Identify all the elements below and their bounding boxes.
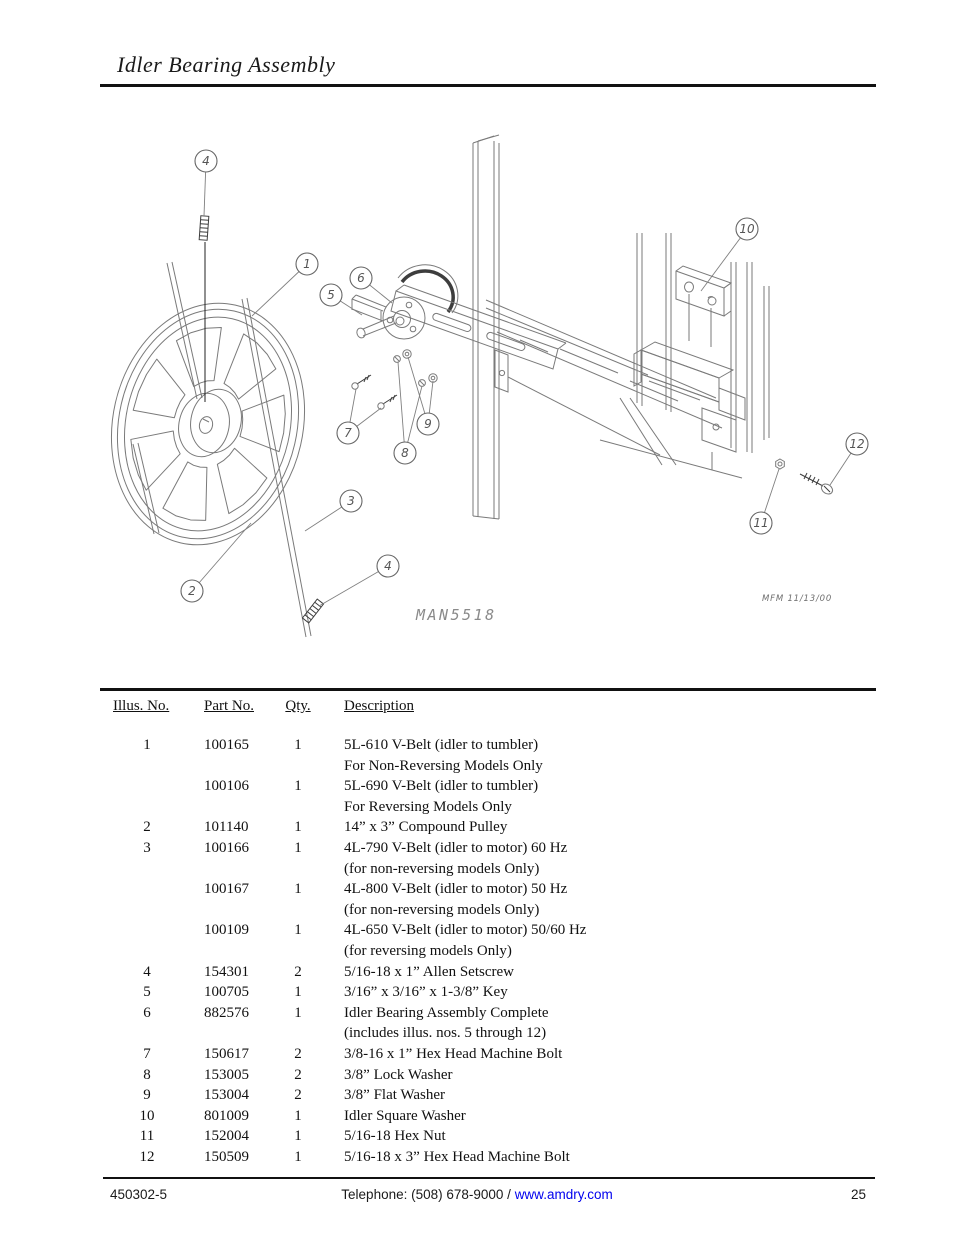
- cell-description: For Reversing Models Only: [344, 798, 512, 815]
- pulley-spoke-window: [207, 445, 272, 520]
- hex-bolt-1: [352, 375, 371, 389]
- cell-qty: 1: [294, 922, 302, 939]
- callout-number-3: 3: [347, 494, 355, 508]
- header-illus-no: Illus. No.: [113, 698, 170, 714]
- cell-part-no: 153004: [204, 1087, 249, 1104]
- cell-part-no: 882576: [204, 1004, 249, 1021]
- parts-table-header: [113, 698, 875, 720]
- callout-leader: [398, 362, 405, 453]
- cell-description: 5/16-18 x 1” Allen Setscrew: [344, 963, 514, 980]
- pulley-spoke-window: [235, 387, 292, 452]
- cell-description: (for non-reversing models Only): [344, 860, 540, 877]
- page-number: 25: [850, 1187, 866, 1202]
- flat-washers: [403, 350, 437, 382]
- header-part-no: Part No.: [204, 698, 254, 714]
- cell-illus-no: 9: [143, 1087, 151, 1104]
- cell-description: 3/16” x 3/16” x 1-3/8” Key: [344, 984, 508, 1001]
- allen-setscrew-upper: [199, 216, 209, 240]
- cell-illus-no: 7: [143, 1045, 151, 1062]
- callout-number-10: 10: [739, 222, 755, 236]
- cell-part-no: 100165: [204, 737, 249, 753]
- callout-number-12: 12: [849, 437, 865, 451]
- idler-bearing-assembly: [352, 265, 566, 369]
- cell-part-no: 100705: [204, 984, 249, 1001]
- cell-part-no: 100166: [204, 839, 249, 856]
- cell-description: 5L-610 V-Belt (idler to tumbler): [344, 737, 539, 753]
- callout-leader: [192, 523, 251, 591]
- cell-qty: 1: [294, 839, 302, 856]
- cell-qty: 2: [294, 1087, 302, 1104]
- table-row: [113, 1025, 875, 1046]
- cell-part-no: 150509: [204, 1148, 249, 1165]
- allen-setscrew-lower: [302, 599, 323, 623]
- cell-description: Idler Bearing Assembly Complete: [344, 1004, 549, 1021]
- hex-bolt-2: [378, 395, 397, 409]
- table-row: [113, 1005, 875, 1026]
- callout-number-9: 9: [424, 417, 432, 431]
- document-number: 450302-5: [110, 1187, 168, 1202]
- idler-square-washer: [676, 266, 731, 347]
- cell-illus-no: 2: [143, 819, 151, 836]
- cell-qty: 2: [294, 1066, 302, 1083]
- table-row: [113, 984, 875, 1005]
- table-row: [113, 943, 875, 964]
- cell-description: 4L-800 V-Belt (idler to motor) 50 Hz: [344, 881, 568, 898]
- callout-leader: [319, 566, 388, 606]
- table-row: [113, 922, 875, 943]
- table-row: [113, 881, 875, 902]
- compound-pulley: [88, 284, 328, 564]
- callout-number-4: 4: [202, 154, 210, 168]
- cell-qty: 1: [294, 1004, 302, 1021]
- pulley-spoke-window: [162, 459, 218, 523]
- page-title: Idler Bearing Assembly: [117, 52, 336, 77]
- table-row: [113, 1067, 875, 1088]
- table-row: [113, 737, 875, 758]
- callout-number-7: 7: [344, 426, 352, 440]
- lower-channel-bracket: [634, 342, 745, 470]
- cell-part-no: 801009: [204, 1107, 249, 1124]
- cell-qty: 1: [294, 984, 302, 1001]
- cell-description: 3/8” Lock Washer: [344, 1066, 453, 1083]
- cell-illus-no: 3: [143, 839, 151, 856]
- parts-table-body: [113, 737, 875, 1169]
- cell-illus-no: 5: [143, 984, 151, 1001]
- cell-part-no: 153005: [204, 1066, 249, 1083]
- cell-illus-no: 4: [143, 963, 151, 980]
- cell-illus-no: 1: [143, 737, 151, 753]
- fasteners: [199, 216, 834, 623]
- callout-number-11: 11: [753, 516, 769, 530]
- cell-illus-no: 10: [139, 1107, 155, 1124]
- cell-qty: 1: [294, 778, 302, 795]
- cell-description: (includes illus. nos. 5 through 12): [344, 1025, 547, 1042]
- cell-illus-no: 12: [139, 1148, 155, 1165]
- drawing-number: MAN5518: [416, 606, 497, 624]
- callout-number-8: 8: [401, 446, 409, 460]
- parts-table: [113, 698, 875, 1165]
- cell-part-no: 100167: [204, 881, 249, 898]
- cell-qty: 1: [294, 1148, 302, 1165]
- channel-mount-plate: [495, 350, 508, 392]
- callout-number-4: 4: [384, 559, 392, 573]
- cell-qty: 1: [294, 1128, 302, 1145]
- website-link[interactable]: www.amdry.com: [514, 1187, 613, 1202]
- callout-number-5: 5: [327, 288, 335, 302]
- table-row: [113, 1108, 875, 1129]
- cell-qty: 1: [294, 737, 302, 753]
- v-belts: [133, 262, 311, 637]
- cell-description: 3/8” Flat Washer: [344, 1087, 445, 1104]
- callout-number-1: 1: [303, 257, 311, 271]
- cell-part-no: 150617: [204, 1045, 249, 1062]
- revision-note: MFM 11/13/00: [762, 594, 833, 604]
- cell-qty: 2: [294, 1045, 302, 1062]
- table-row: [113, 819, 875, 840]
- pulley-spoke-window: [221, 332, 282, 406]
- frame-horizontal-beam: [486, 300, 742, 478]
- header-qty: Qty.: [285, 698, 311, 714]
- title-rule: [100, 84, 876, 87]
- pulley-spoke-window: [167, 318, 226, 390]
- cell-part-no: 152004: [204, 1128, 249, 1145]
- cell-description: 5/16-18 Hex Nut: [344, 1128, 446, 1145]
- header-description: Description: [344, 698, 414, 714]
- table-row: [113, 1128, 875, 1149]
- cell-part-no: 154301: [204, 963, 249, 980]
- cell-qty: 2: [294, 963, 302, 980]
- hex-nut: [776, 459, 785, 469]
- cell-description: 4L-790 V-Belt (idler to motor) 60 Hz: [344, 839, 568, 856]
- telephone-text: Telephone: (508) 678-9000 /: [341, 1187, 515, 1202]
- table-row: [113, 799, 875, 820]
- table-top-rule: [100, 688, 876, 691]
- cell-qty: 1: [294, 1107, 302, 1124]
- table-row: [113, 902, 875, 923]
- table-row: [113, 1087, 875, 1108]
- cell-qty: 1: [294, 881, 302, 898]
- table-row: [113, 861, 875, 882]
- cell-description: Idler Square Washer: [344, 1107, 466, 1124]
- cell-qty: 1: [294, 819, 302, 836]
- cell-illus-no: 8: [143, 1066, 151, 1083]
- cell-description: (for reversing models Only): [344, 942, 512, 959]
- table-row: [113, 778, 875, 799]
- cell-description: 4L-650 V-Belt (idler to motor) 50/60 Hz: [344, 922, 587, 939]
- table-row: [113, 1046, 875, 1067]
- cell-description: 14” x 3” Compound Pulley: [344, 819, 508, 836]
- footer-contact: [0, 1187, 954, 1202]
- cell-description: For Non-Reversing Models Only: [344, 757, 543, 774]
- cell-description: 3/8-16 x 1” Hex Head Machine Bolt: [344, 1045, 563, 1062]
- footer-rule: [103, 1177, 875, 1179]
- table-row: [113, 840, 875, 861]
- assembly-diagram: [0, 100, 954, 680]
- cell-part-no: 100106: [204, 778, 249, 795]
- table-row: [113, 758, 875, 779]
- table-row: [113, 1149, 875, 1170]
- callout-number-2: 2: [188, 584, 196, 598]
- cell-part-no: 101140: [204, 819, 249, 836]
- cell-description: 5/16-18 x 3” Hex Head Machine Bolt: [344, 1148, 570, 1165]
- hex-bolt-3in: [800, 473, 834, 496]
- cell-description: (for non-reversing models Only): [344, 901, 540, 918]
- callout-leader: [701, 229, 747, 291]
- callout-balloons: [181, 150, 868, 606]
- cell-description: 5L-690 V-Belt (idler to tumbler): [344, 778, 539, 795]
- cell-illus-no: 11: [139, 1128, 155, 1145]
- cell-illus-no: 6: [143, 1004, 151, 1021]
- table-row: [113, 964, 875, 985]
- cell-part-no: 100109: [204, 922, 249, 939]
- callout-number-6: 6: [357, 271, 365, 285]
